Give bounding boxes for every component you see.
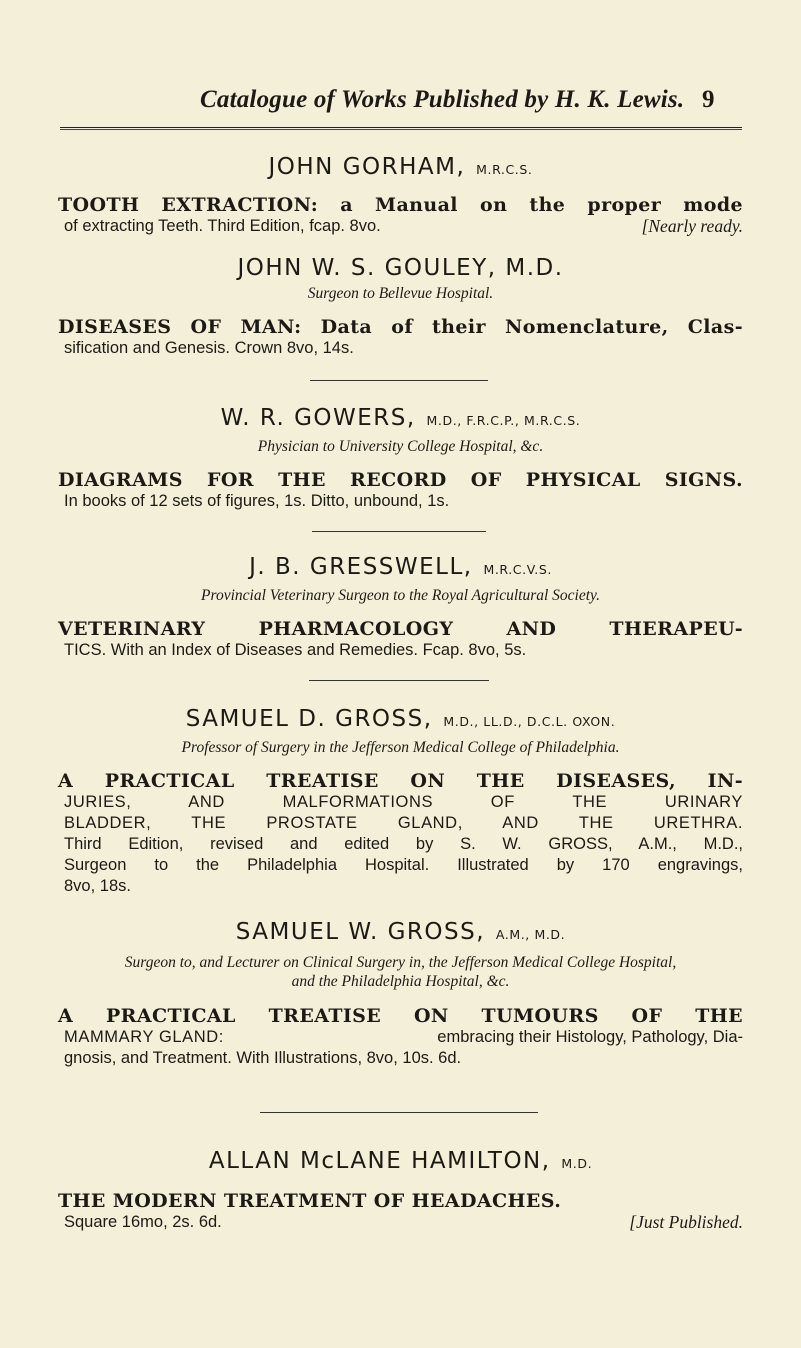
author-affiliation: Provincial Veterinary Surgeon to the Royal Agricultural Society.	[201, 587, 600, 604]
work-title: A PRACTICAL TREATISE ON TUMOURS OF THE	[58, 1005, 743, 1027]
running-title: Catalogue of Works Published by H. K. Lewis.	[200, 86, 685, 113]
work-caps-line: MAMMARY GLAND:	[64, 1028, 224, 1046]
work-title: A PRACTICAL TREATISE ON THE DISEASES, IN-	[58, 770, 743, 792]
author-label: SAMUEL D. GROSS,	[185, 706, 433, 732]
work-detail-text: Square 16mo, 2s. 6d.	[64, 1213, 222, 1231]
author-name	[0, 705, 801, 736]
author-label: W. R. GOWERS,	[220, 405, 416, 431]
work-details-line	[0, 216, 801, 237]
author-name: JOHN W. S. GOULEY, M.D.	[237, 255, 564, 281]
author-label: JOHN GORHAM,	[268, 154, 466, 180]
page-number: 9	[702, 86, 715, 113]
catalogue-entry	[0, 153, 801, 237]
author-label: SAMUEL W. GROSS,	[235, 919, 486, 945]
work-title: TOOTH EXTRACTION: a Manual on the proper mode	[58, 194, 743, 216]
work-listing	[0, 770, 801, 897]
running-head	[0, 86, 801, 122]
author-name	[0, 404, 801, 435]
publication-status: [Nearly ready.	[641, 216, 743, 236]
author-degree: M.D.	[561, 1156, 593, 1171]
work-detail-text: In books of 12 sets of figures, 1s. Ditto, unbound, 1s.	[64, 492, 450, 510]
author-label: ALLAN McLANE HAMILTON,	[208, 1148, 551, 1174]
work-detail-text: of extracting Teeth. Third Edition, fcap. 8vo.	[64, 217, 381, 235]
work-listing	[0, 316, 801, 359]
catalogue-entry	[0, 254, 801, 359]
work-listing	[0, 618, 801, 661]
work-listing	[0, 194, 801, 237]
author-degree: M.D., F.R.C.P., M.R.C.S.	[426, 413, 581, 428]
author-degree: M.D., LL.D., D.C.L. OXON.	[443, 714, 616, 729]
header-rule	[60, 127, 742, 130]
publication-status: [Just Published.	[629, 1212, 743, 1232]
entry-separator	[309, 680, 489, 681]
work-title: VETERINARY PHARMACOLOGY AND THERAPEU-	[58, 618, 743, 640]
author-affiliation: Surgeon to Bellevue Hospital.	[307, 285, 494, 302]
work-listing	[0, 469, 801, 512]
entry-separator	[310, 380, 488, 381]
author-degree: M.R.C.S.	[476, 162, 533, 177]
work-detail-text: TICS. With an Index of Diseases and Remedies. Fcap. 8vo, 5s.	[64, 641, 527, 659]
author-name	[0, 553, 801, 584]
author-affiliation: Physician to University College Hospital, &c.	[257, 438, 544, 455]
work-caps-line: JURIES, AND MALFORMATIONS OF THE URINARY	[64, 793, 743, 811]
entry-separator	[312, 531, 486, 532]
work-detail-text: embracing their Histology, Pathology, Dia-	[437, 1028, 743, 1046]
work-detail-text: Surgeon to the Philadelphia Hospital. Illustrated by 170 engravings,	[64, 856, 743, 874]
author-affiliation: Professor of Surgery in the Jefferson Medical College of Philadelphia.	[181, 739, 620, 756]
work-detail-text: sification and Genesis. Crown 8vo, 14s.	[64, 339, 354, 357]
work-listing	[0, 1005, 801, 1069]
work-title: DIAGRAMS FOR THE RECORD OF PHYSICAL SIGNS.	[58, 469, 743, 491]
catalogue-entry	[0, 404, 801, 512]
author-name	[0, 153, 801, 184]
catalogue-entry	[0, 705, 801, 897]
work-caps-line: BLADDER, THE PROSTATE GLAND, AND THE URETHRA.	[64, 814, 743, 832]
work-title: THE MODERN TREATMENT OF HEADACHES.	[58, 1190, 562, 1212]
catalogue-entry	[0, 918, 801, 1069]
author-name	[0, 918, 801, 949]
work-detail-text: 8vo, 18s.	[64, 877, 131, 895]
work-listing	[0, 1190, 801, 1233]
author-affiliation-continued: and the Philadelphia Hospital, &c.	[291, 973, 510, 990]
work-detail-text: gnosis, and Treatment. With Illustrations, 8vo, 10s. 6d.	[64, 1049, 462, 1067]
entry-separator	[260, 1112, 538, 1113]
author-degree: M.R.C.V.S.	[483, 562, 552, 577]
author-degree: A.M., M.D.	[495, 927, 566, 942]
author-affiliation: Surgeon to, and Lecturer on Clinical Surgery in, the Jefferson Medical College Hospital,	[124, 954, 677, 971]
catalogue-entry	[0, 1147, 801, 1233]
author-label: J. B. GRESSWELL,	[249, 554, 473, 580]
work-details-line	[0, 1027, 801, 1048]
author-name	[0, 1147, 801, 1178]
work-details-line	[0, 1212, 801, 1233]
work-detail-text: Third Edition, revised and edited by S. W. GROSS, A.M., M.D.,	[64, 835, 743, 853]
work-title: DISEASES OF MAN: Data of their Nomenclature, Clas-	[58, 316, 743, 338]
catalogue-entry	[0, 553, 801, 661]
